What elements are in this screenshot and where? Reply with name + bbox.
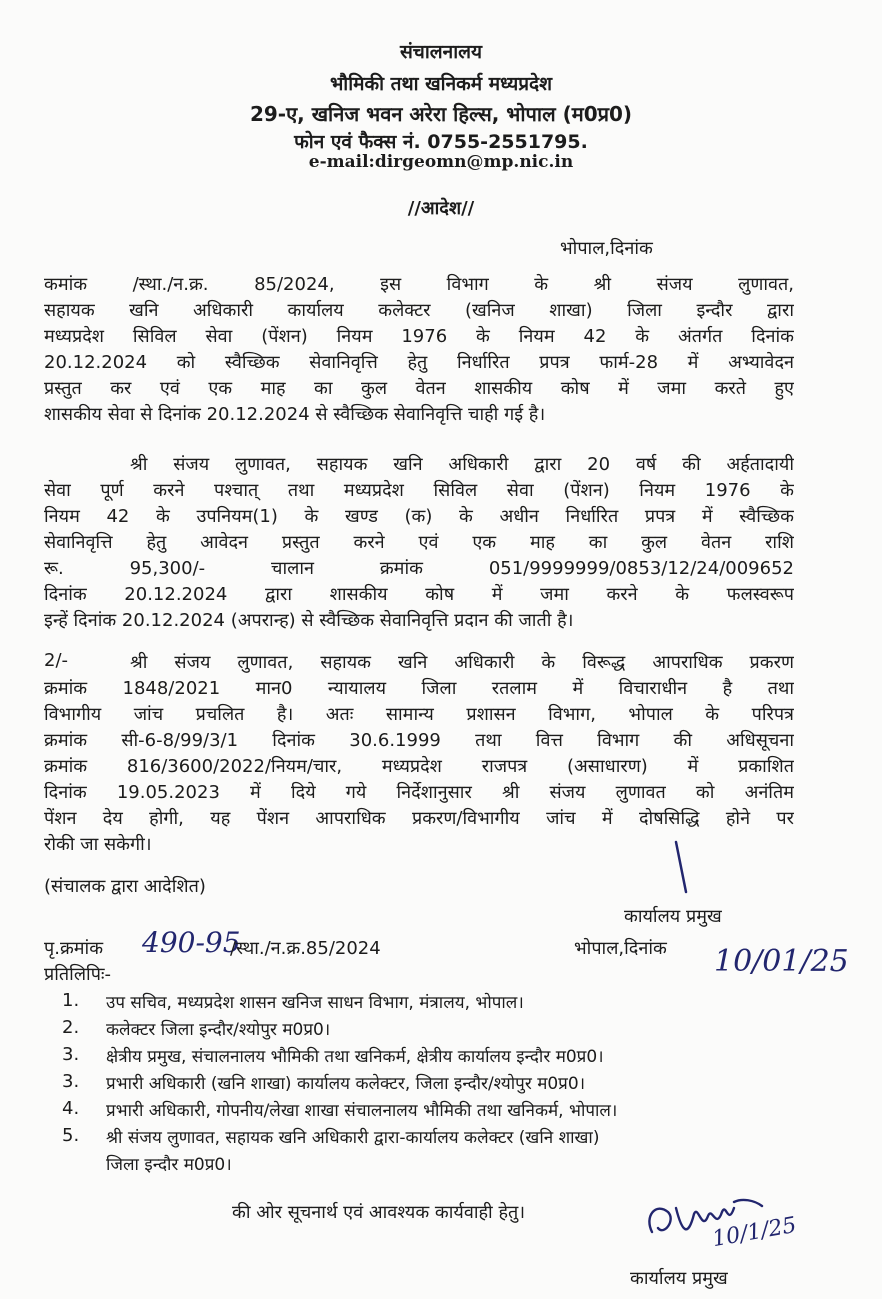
para2-line: सेवानिवृत्ति हेतु आवेदन प्रस्तुत करने एवं एक माह का कुल वेतन राशि <box>44 532 794 553</box>
recipient-number: 1. <box>62 990 80 1011</box>
ordered-by: (संचालक द्वारा आदेशित) <box>44 876 206 897</box>
para2-line: सेवा पूर्ण करने पश्चात् तथा मध्यप्रदेश सिविल सेवा (पेंशन) नियम 1976 के <box>44 480 794 501</box>
signature-date: 10/1/25 <box>710 1212 799 1253</box>
endorsement-place-date: भोपाल,दिनांक <box>574 938 667 959</box>
para3-line: क्रमांक सी-6-8/99/3/1 दिनांक 30.6.1999 तथा वित्त विभाग की अधिसूचना <box>44 730 794 751</box>
para1-line: प्रस्तुत कर एवं एक माह का कुल वेतन शासकीय कोष में जमा करते हुए <box>44 378 794 399</box>
place-date: भोपाल,दिनांक <box>560 238 653 259</box>
recipient-text: श्री संजय लुणावत, सहायक खनि अधिकारी द्वारा-कार्यालय कलेक्टर (खनि शाखा) <box>106 1128 600 1148</box>
para3-line: पेंशन देय होगी, यह पेंशन आपराधिक प्रकरण/विभागीय जांच में दोषसिद्धि होने पर <box>44 808 794 829</box>
para3-line: दिनांक 19.05.2023 में दिये गये निर्देशानुसार श्री संजय लुणावत को अनंतिम <box>44 782 794 803</box>
recipient-number: 3. <box>62 1071 80 1092</box>
header-department: भौमिकी तथा खनिकर्म मध्यप्रदेश <box>329 73 553 95</box>
endorsement-suffix: /स्था./न.क्र.85/2024 <box>230 938 381 959</box>
para2-line: रू. 95,300/- चालान क्रमांक 051/9999999/0853/12/24/009652 <box>44 558 794 579</box>
para1-line: कमांक /स्था./न.क्र. 85/2024, इस विभाग के श्री संजय लुणावत, <box>44 274 794 295</box>
header-address: 29-ए, खनिज भवन अरेरा हिल्स, भोपाल (म0प्र0) <box>249 102 633 126</box>
para3-line: श्री संजय लुणावत, सहायक खनि अधिकारी के विरूद्ध आपराधिक प्रकरण <box>130 652 794 673</box>
recipient-text: कलेक्टर जिला इन्दौर/श्योपुर म0प्र0। <box>106 1020 331 1040</box>
recipient-text: उप सचिव, मध्यप्रदेश शासन खनिज साधन विभाग, मंत्रालय, भोपाल। <box>106 993 524 1013</box>
para3-line: क्रमांक 816/3600/2022/नियम/चार, मध्यप्रदेश राजपत्र (असाधारण) में प्रकाशित <box>44 756 794 777</box>
recipient-number: 5. <box>62 1125 80 1146</box>
recipient-text: प्रभारी अधिकारी, गोपनीय/लेखा शाखा संचालनालय भौमिकी तथा खनिकर्म, भोपाल। <box>106 1101 618 1121</box>
para1-line: सहायक खनि अधिकारी कार्यालय कलेक्टर (खनिज शाखा) जिला इन्दौर द्वारा <box>44 300 794 321</box>
para3-line: रोकी जा सकेगी। <box>44 834 152 855</box>
para3-line: क्रमांक 1848/2021 मान0 न्यायालय जिला रतलाम में विचाराधीन है तथा <box>44 678 794 699</box>
recipient-number: 3. <box>62 1044 80 1065</box>
header-office: संचालनालय <box>399 41 483 63</box>
closing-line: की ओर सूचनार्थ एवं आवश्यक कार्यवाही हेतु। <box>232 1202 526 1223</box>
signatory-2: कार्यालय प्रमुख <box>630 1268 728 1289</box>
recipient-text: क्षेत्रीय प्रमुख, संचालनालय भौमिकी तथा खनिकर्म, क्षेत्रीय कार्यालय इन्दौर म0प्र0। <box>106 1047 604 1067</box>
pen-stroke-mark <box>672 838 692 896</box>
para2-line: नियम 42 के उपनियम(1) के खण्ड (क) के अधीन निर्धारित प्रपत्र में स्वैच्छिक <box>44 506 794 527</box>
recipient-text: जिला इन्दौर म0प्र0। <box>106 1155 232 1175</box>
copy-to-label: प्रतिलिपिः- <box>44 964 112 985</box>
header-phone-fax: फोन एवं फैक्स नं. 0755-2551795. <box>294 131 588 153</box>
para1-line: 20.12.2024 को स्वैच्छिक सेवानिवृत्ति हेतु निर्धारित प्रपत्र फार्म-28 में अभ्यावेदन <box>44 352 794 373</box>
para2-line: श्री संजय लुणावत, सहायक खनि अधिकारी द्वारा 20 वर्ष की अर्हतादायी <box>130 454 794 475</box>
para1-line: शासकीय सेवा से दिनांक 20.12.2024 से स्वैच्छिक सेवानिवृत्ति चाही गई है। <box>44 404 546 425</box>
recipient-text: प्रभारी अधिकारी (खनि शाखा) कार्यालय कलेक्टर, जिला इन्दौर/श्योपुर म0प्र0। <box>106 1074 586 1094</box>
recipient-number: 4. <box>62 1098 80 1119</box>
handwritten-number: 490-95 <box>142 926 241 959</box>
para3-line: विभागीय जांच प्रचलित है। अतः सामान्य प्रशासन विभाग, भोपाल के परिपत्र <box>44 704 794 725</box>
para3-number: 2/- <box>44 650 69 671</box>
order-title: //आदेश// <box>407 198 475 219</box>
handwritten-date: 10/01/25 <box>714 944 849 979</box>
header-email: e-mail:dirgeomn@mp.nic.in <box>308 152 574 172</box>
signatory-1: कार्यालय प्रमुख <box>624 906 722 927</box>
recipient-number: 2. <box>62 1017 80 1038</box>
para1-line: मध्यप्रदेश सिविल सेवा (पेंशन) नियम 1976 के नियम 42 के अंतर्गत दिनांक <box>44 326 794 347</box>
endorsement-prefix: पृ.क्रमांक <box>44 938 104 959</box>
para2-line: दिनांक 20.12.2024 द्वारा शासकीय कोष में जमा करने के फलस्वरूप <box>44 584 794 605</box>
para2-line: इन्हें दिनांक 20.12.2024 (अपरान्ह) से स्वैच्छिक सेवानिवृत्ति प्रदान की जाती है। <box>44 610 574 631</box>
